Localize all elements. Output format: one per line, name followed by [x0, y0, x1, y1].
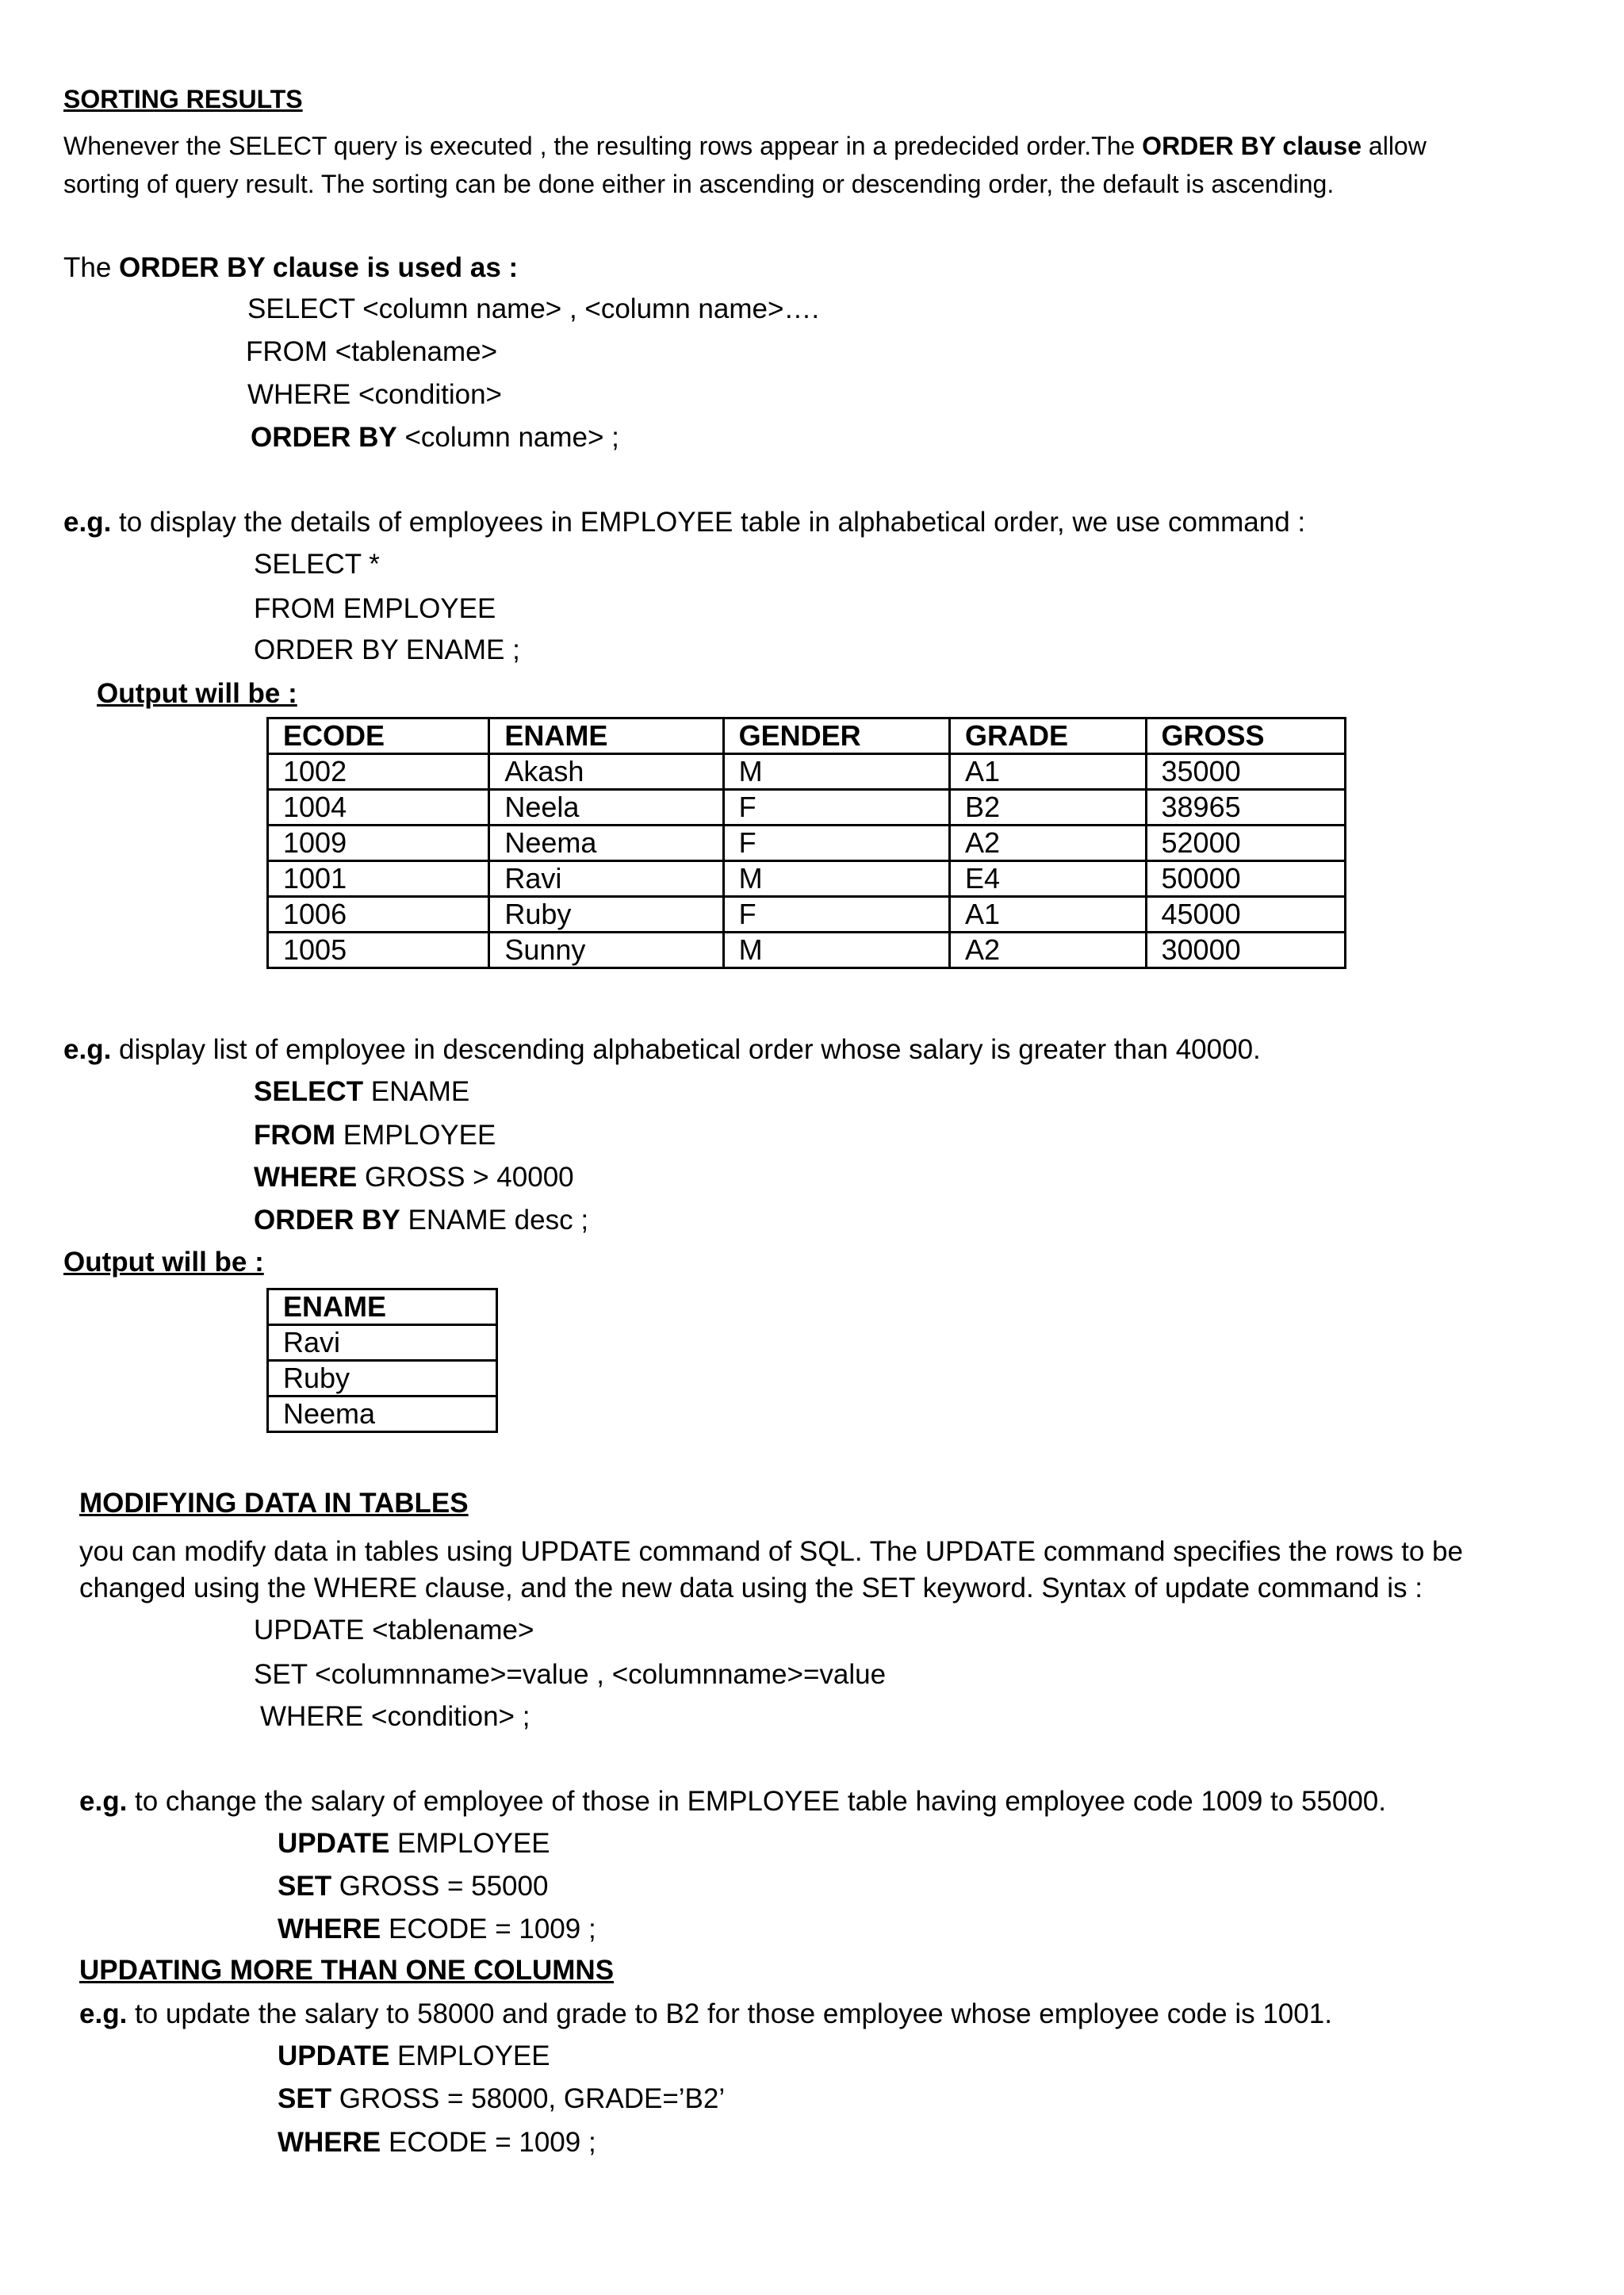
table-row — [268, 790, 1346, 826]
query-4-line-2 — [278, 2082, 725, 2117]
keyword: WHERE — [278, 2127, 381, 2158]
query-text: GROSS = 58000, GRADE=’B2’ — [331, 2083, 726, 2114]
table-cell: 1002 — [268, 754, 489, 790]
syntax-line-1: SELECT <column name> , <column name>…. — [247, 293, 820, 324]
table-cell: M — [723, 861, 949, 897]
column-header: GENDER — [723, 718, 949, 754]
table-cell: Sunny — [489, 933, 723, 968]
usage-text: The — [63, 252, 120, 283]
query-2-line-3 — [254, 1160, 574, 1195]
query-text: EMPLOYEE — [389, 2040, 550, 2071]
column-header: ECODE — [268, 718, 489, 754]
table-cell: Ravi — [268, 1325, 497, 1361]
output-label-1: Output will be : — [97, 678, 297, 709]
table-cell: 50000 — [1146, 861, 1346, 897]
query-3-line-1 — [278, 1826, 550, 1861]
update-syntax-3: WHERE <condition> ; — [260, 1701, 530, 1732]
output-label-2: Output will be : — [63, 1247, 264, 1278]
query-2-line-2 — [254, 1118, 496, 1153]
intro-text: Whenever the SELECT query is executed , the resulting rows appear in a predecided order.The — [63, 132, 1143, 160]
intro-line-1 — [63, 127, 1427, 165]
syntax-line-3: WHERE <condition> — [247, 379, 502, 410]
intro-text-end: allow — [1362, 132, 1427, 160]
section-heading-updating: UPDATING MORE THAN ONE COLUMNS — [79, 1955, 615, 1986]
usage-line — [63, 251, 518, 285]
query-text: EMPLOYEE — [389, 1828, 550, 1859]
example-4 — [79, 1997, 1332, 2032]
modify-para-1: you can modify data in tables using UPDATE command of SQL. The UPDATE command specifies the rows to be — [79, 1536, 1463, 1567]
table-cell: F — [723, 790, 949, 826]
ename-table — [266, 1288, 498, 1433]
example-1 — [63, 505, 1305, 540]
keyword: WHERE — [278, 1914, 381, 1944]
table-cell: Akash — [489, 754, 723, 790]
table-cell: Neela — [489, 790, 723, 826]
query-2-line-1 — [254, 1075, 469, 1109]
update-syntax-2: SET <columnname>=value , <columnname>=value — [254, 1659, 887, 1690]
query-1-line-2: FROM EMPLOYEE — [254, 593, 496, 624]
eg-text: to update the salary to 58000 and grade to B2 for those employee whose employee code is 1001. — [127, 1998, 1332, 2029]
eg-label: e.g. — [63, 507, 112, 538]
eg-label: e.g. — [79, 1786, 128, 1817]
example-2 — [63, 1033, 1261, 1067]
keyword: UPDATE — [278, 2040, 390, 2071]
query-1-line-1: SELECT * — [254, 549, 380, 580]
query-text: GROSS > 40000 — [357, 1162, 574, 1193]
table-row — [268, 933, 1346, 968]
table-cell: Ruby — [489, 897, 723, 933]
eg-text: to change the salary of employee of those in EMPLOYEE table having employee code 1009 to 55000. — [127, 1786, 1386, 1817]
query-text: ENAME — [363, 1076, 470, 1107]
usage-bold: ORDER BY clause is used as : — [119, 252, 519, 283]
keyword: SELECT — [254, 1076, 364, 1107]
table-cell: M — [723, 933, 949, 968]
section-heading-modifying: MODIFYING DATA IN TABLES — [79, 1488, 469, 1519]
keyword: FROM — [254, 1120, 336, 1151]
query-text: ENAME desc ; — [400, 1205, 589, 1236]
keyword: SET — [278, 1871, 332, 1902]
update-syntax-1: UPDATE <tablename> — [254, 1615, 534, 1646]
syntax-text: <column name> ; — [396, 422, 619, 453]
keyword: ORDER BY — [254, 1205, 400, 1236]
table-cell: Neema — [268, 1397, 497, 1432]
query-3-line-3 — [278, 1912, 596, 1947]
table-cell: 45000 — [1146, 897, 1346, 933]
query-text: EMPLOYEE — [335, 1120, 496, 1151]
eg-text: to display the details of employees in EMPLOYEE table in alphabetical order, we use command : — [111, 507, 1306, 538]
eg-label: e.g. — [63, 1034, 112, 1065]
table-cell: A1 — [950, 897, 1147, 933]
table-cell: B2 — [950, 790, 1147, 826]
keyword: ORDER BY — [251, 422, 397, 453]
syntax-line-4 — [251, 420, 619, 455]
table-row — [268, 754, 1346, 790]
table-cell: 1006 — [268, 897, 489, 933]
table-cell: 35000 — [1146, 754, 1346, 790]
query-3-line-2 — [278, 1869, 548, 1904]
table-row — [268, 1397, 497, 1432]
table-cell: 30000 — [1146, 933, 1346, 968]
table-header-row — [268, 718, 1346, 754]
table-cell: E4 — [950, 861, 1147, 897]
query-text: ECODE = 1009 ; — [381, 1914, 596, 1944]
eg-label: e.g. — [79, 1998, 128, 2029]
syntax-line-2: FROM <tablename> — [246, 336, 498, 367]
intro-bold: ORDER BY clause — [1142, 132, 1362, 160]
keyword: WHERE — [254, 1162, 358, 1193]
table-row — [268, 1325, 497, 1361]
table-row — [268, 1361, 497, 1397]
table-cell: A2 — [950, 933, 1147, 968]
table-cell: F — [723, 826, 949, 861]
table-cell: A2 — [950, 826, 1147, 861]
table-cell: Ruby — [268, 1361, 497, 1397]
keyword: SET — [278, 2083, 332, 2114]
table-cell: Neema — [489, 826, 723, 861]
query-1-line-3: ORDER BY ENAME ; — [254, 634, 520, 665]
example-3 — [79, 1784, 1386, 1819]
keyword: UPDATE — [278, 1828, 390, 1859]
query-text: ECODE = 1009 ; — [381, 2127, 596, 2158]
query-4-line-1 — [278, 2039, 550, 2074]
table-cell: 1009 — [268, 826, 489, 861]
table-row — [268, 826, 1346, 861]
eg-text: display list of employee in descending alphabetical order whose salary is greater than 40000. — [111, 1034, 1261, 1065]
table-cell: M — [723, 754, 949, 790]
table-cell: 1004 — [268, 790, 489, 826]
table-cell: F — [723, 897, 949, 933]
column-header: ENAME — [268, 1289, 497, 1325]
table-row — [268, 897, 1346, 933]
query-text: GROSS = 55000 — [331, 1871, 549, 1902]
section-heading-sorting: SORTING RESULTS — [63, 85, 303, 113]
table-header-row — [268, 1289, 497, 1325]
table-cell: 52000 — [1146, 826, 1346, 861]
table-cell: 1005 — [268, 933, 489, 968]
table-row — [268, 861, 1346, 897]
column-header: GRADE — [950, 718, 1147, 754]
query-2-line-4 — [254, 1203, 588, 1238]
column-header: ENAME — [489, 718, 723, 754]
column-header: GROSS — [1146, 718, 1346, 754]
table-cell: 38965 — [1146, 790, 1346, 826]
table-cell: Ravi — [489, 861, 723, 897]
table-cell: 1001 — [268, 861, 489, 897]
modify-para-2: changed using the WHERE clause, and the new data using the SET keyword. Syntax of update command is : — [79, 1573, 1423, 1603]
employee-table — [266, 717, 1346, 969]
query-4-line-3 — [278, 2125, 596, 2160]
intro-line-2: sorting of query result. The sorting can be done either in ascending or descending order, the default is ascending. — [63, 170, 1335, 198]
table-cell: A1 — [950, 754, 1147, 790]
